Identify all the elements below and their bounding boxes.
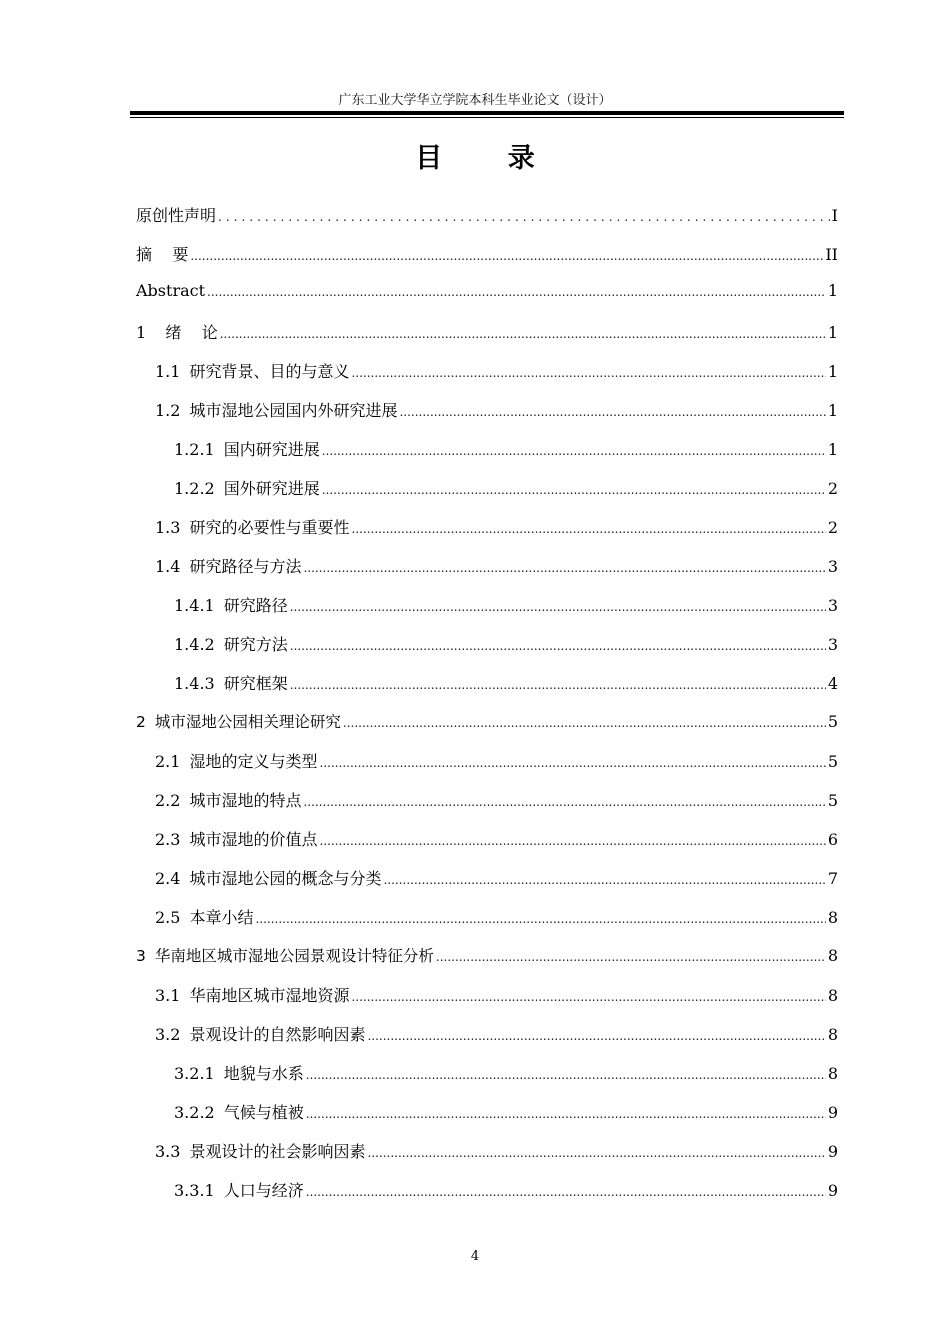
toc-entry-label: [155, 359, 349, 382]
toc-entry-text: 城市湿地公园国内外研究进展: [189, 401, 398, 420]
toc-entry[interactable]: [136, 632, 838, 671]
toc-entry[interactable]: [136, 476, 838, 515]
toc-entry-label: [174, 1061, 304, 1084]
toc-title: 目 录: [415, 143, 563, 174]
toc-entry-number: 1.4: [155, 557, 181, 576]
toc-entry-page: 5: [827, 791, 838, 810]
toc-entry[interactable]: [136, 359, 838, 398]
toc-entry-number: 2.1: [155, 752, 181, 771]
toc-entry-text: 国内研究进展: [223, 440, 320, 459]
toc-entry-label: [155, 398, 397, 421]
toc-entry-text: 地貌与水系: [223, 1064, 304, 1083]
toc-entry[interactable]: [136, 593, 838, 632]
toc-entry[interactable]: [136, 1178, 838, 1217]
toc-entry-page: 1: [827, 401, 838, 420]
toc-entry-page: 1: [827, 281, 838, 300]
toc-entry-number: 1.4.2: [174, 635, 215, 654]
toc-entry-label: [136, 944, 434, 966]
toc-leader-dots: [322, 483, 826, 497]
toc-entry-page: 5: [827, 712, 838, 731]
toc-entry[interactable]: [136, 203, 838, 242]
toc-entry[interactable]: [136, 554, 838, 593]
toc-entry-text: 华南地区城市湿地资源: [189, 986, 350, 1005]
toc-leader-dots: [207, 285, 826, 299]
toc-leader-dots: [290, 600, 826, 614]
header-rule-thin: [130, 117, 844, 118]
toc-leader-dots: [306, 1068, 826, 1082]
toc-leader-dots: [383, 873, 825, 887]
toc-entry-page: 1: [827, 323, 838, 342]
toc-leader-dots: [220, 327, 826, 341]
toc-entry-label: [174, 1100, 304, 1123]
toc-entry-page: 1: [827, 440, 838, 459]
toc-entry-text: 城市湿地的价值点: [189, 830, 318, 849]
toc-entry-page: 9: [827, 1181, 838, 1200]
toc-entry-text: 华南地区城市湿地公园景观设计特征分析: [154, 947, 434, 965]
toc-entry-number: 3.3.1: [174, 1181, 215, 1200]
toc-entry-number: 3.2.1: [174, 1064, 215, 1083]
toc-entry-page: 3: [827, 635, 838, 654]
toc-entry-text: 研究方法: [223, 635, 288, 654]
toc-entry-page: 3: [827, 557, 838, 576]
toc-leader-dots: [343, 716, 826, 730]
toc-entry-number: 1.1: [155, 362, 181, 381]
toc-entry-number: 3: [136, 947, 146, 965]
toc-entry-label: [136, 710, 341, 732]
toc-entry-number: 3.2: [155, 1025, 181, 1044]
toc-entry-text: 研究框架: [223, 674, 288, 693]
toc-entry[interactable]: [136, 710, 838, 749]
toc-entry-page: 9: [827, 1142, 838, 1161]
toc-entry[interactable]: [136, 905, 838, 944]
toc-leader-dots: [303, 795, 825, 809]
toc-entry-text: 景观设计的自然影响因素: [189, 1025, 366, 1044]
toc-leader-dots: [306, 1107, 826, 1121]
toc-entry-page: 8: [827, 908, 838, 927]
toc-leader-dots: [351, 522, 825, 536]
toc-entry[interactable]: [136, 983, 838, 1022]
toc-leader-dots: [255, 912, 825, 926]
toc-entry-page: 4: [827, 674, 838, 693]
toc-entry-text: 摘 要: [136, 245, 189, 264]
toc-entry[interactable]: [136, 944, 838, 983]
toc-entry-label: [174, 632, 288, 655]
toc-leader-dots: [351, 990, 825, 1004]
toc-entry[interactable]: [136, 1061, 838, 1100]
toc-entry[interactable]: [136, 1100, 838, 1139]
toc-entry-number: 2.3: [155, 830, 181, 849]
toc-leader-dots: [319, 756, 825, 770]
toc-entry-page: 1: [827, 362, 838, 381]
running-header: 广东工业大学华立学院本科生毕业论文（设计）: [338, 93, 612, 108]
toc-entry-label: [174, 593, 288, 616]
toc-entry[interactable]: [136, 788, 838, 827]
toc-entry[interactable]: [136, 827, 838, 866]
toc-entry-text: 城市湿地公园的概念与分类: [189, 869, 382, 888]
toc-entry-number: 2.2: [155, 791, 181, 810]
toc-entry-number: 3.1: [155, 986, 181, 1005]
toc-entry-label: [174, 476, 320, 499]
toc-entry-text: 原创性声明: [136, 206, 217, 225]
toc-entry-number: 1.3: [155, 518, 181, 537]
toc-entry-page: I: [831, 206, 838, 225]
toc-leader-dots: [290, 639, 826, 653]
toc-leader-dots: [351, 366, 825, 380]
toc-entry-text: 研究路径: [223, 596, 288, 615]
toc-entry-page: 8: [827, 986, 838, 1005]
toc-entry-text: 气候与植被: [223, 1103, 304, 1122]
toc-entry-page: 8: [827, 946, 838, 965]
toc-entry[interactable]: [136, 242, 838, 281]
toc-leader-dots: [322, 444, 826, 458]
toc-entry-number: 2: [136, 713, 146, 731]
toc-entry-text: 研究路径与方法: [189, 557, 302, 576]
toc-entry-number: 1.2.2: [174, 479, 215, 498]
toc-entry-page: 8: [827, 1025, 838, 1044]
toc-entry-page: 7: [827, 869, 838, 888]
toc-entry-number: 3.3: [155, 1142, 181, 1161]
toc-entry[interactable]: [136, 515, 838, 554]
toc-entry-label: [155, 554, 301, 577]
toc-entry-label: [155, 827, 317, 850]
toc-entry-label: [155, 866, 381, 889]
toc-entry[interactable]: [136, 1022, 838, 1061]
toc-leader-dots: [303, 561, 825, 575]
toc-entry-label: [174, 437, 320, 460]
toc-entry-label: [155, 1139, 365, 1162]
toc-entry-text: 城市湿地公园相关理论研究: [154, 713, 341, 731]
toc-entry-label: [136, 320, 218, 343]
toc-entry-label: [174, 671, 288, 694]
toc-entry-text: 研究的必要性与重要性: [189, 518, 350, 537]
toc-entry-page: 2: [827, 518, 838, 537]
toc-entry-number: 1: [136, 323, 147, 342]
toc-entry-number: 2.4: [155, 869, 181, 888]
header-rule-thick: [130, 111, 844, 115]
toc-entry-text: 湿地的定义与类型: [189, 752, 318, 771]
toc-entry-text: 绪 论: [155, 323, 218, 342]
toc-leader-dots: [319, 834, 825, 848]
toc-entry-number: 1.4.3: [174, 674, 215, 693]
table-of-contents: [136, 203, 838, 1217]
toc-leader-dots: [190, 249, 823, 263]
toc-entry[interactable]: [136, 437, 838, 476]
page-number: 4: [470, 1249, 480, 1264]
toc-leader-dots: [367, 1146, 825, 1160]
toc-leader-dots: [218, 210, 830, 224]
toc-entry[interactable]: [136, 866, 838, 905]
toc-entry-label: [136, 242, 188, 265]
toc-entry-text: 国外研究进展: [223, 479, 320, 498]
toc-entry[interactable]: [136, 671, 838, 710]
toc-entry-text: Abstract: [136, 281, 206, 300]
toc-entry-label: [136, 281, 205, 300]
toc-entry-label: [155, 983, 349, 1006]
toc-entry[interactable]: [136, 749, 838, 788]
toc-entry-text: 城市湿地的特点: [189, 791, 302, 810]
toc-entry-page: 2: [827, 479, 838, 498]
toc-entry[interactable]: [136, 398, 838, 437]
toc-entry-label: [155, 905, 253, 928]
toc-entry-page: 5: [827, 752, 838, 771]
toc-entry[interactable]: [136, 1139, 838, 1178]
toc-entry-page: 9: [827, 1103, 838, 1122]
toc-entry-label: [155, 749, 317, 772]
toc-entry-text: 研究背景、目的与意义: [189, 362, 350, 381]
toc-entry-text: 本章小结: [189, 908, 254, 927]
toc-entry-page: II: [825, 245, 838, 264]
toc-leader-dots: [367, 1029, 825, 1043]
toc-entry-label: [155, 1022, 365, 1045]
toc-entry[interactable]: [136, 281, 838, 320]
toc-entry-text: 人口与经济: [223, 1181, 304, 1200]
toc-entry-number: 2.5: [155, 908, 181, 927]
toc-entry-number: 1.2: [155, 401, 181, 420]
toc-leader-dots: [290, 678, 826, 692]
toc-entry-number: 3.2.2: [174, 1103, 215, 1122]
toc-entry-label: [174, 1178, 304, 1201]
toc-leader-dots: [306, 1185, 826, 1199]
toc-entry[interactable]: [136, 320, 838, 359]
toc-entry-label: [155, 788, 301, 811]
toc-entry-page: 6: [827, 830, 838, 849]
toc-entry-number: 1.4.1: [174, 596, 215, 615]
toc-leader-dots: [399, 405, 825, 419]
toc-entry-label: [155, 515, 349, 538]
toc-entry-number: 1.2.1: [174, 440, 215, 459]
toc-entry-text: 景观设计的社会影响因素: [189, 1142, 366, 1161]
toc-entry-label: [136, 203, 216, 226]
toc-entry-page: 3: [827, 596, 838, 615]
toc-leader-dots: [436, 950, 826, 964]
toc-entry-page: 8: [827, 1064, 838, 1083]
